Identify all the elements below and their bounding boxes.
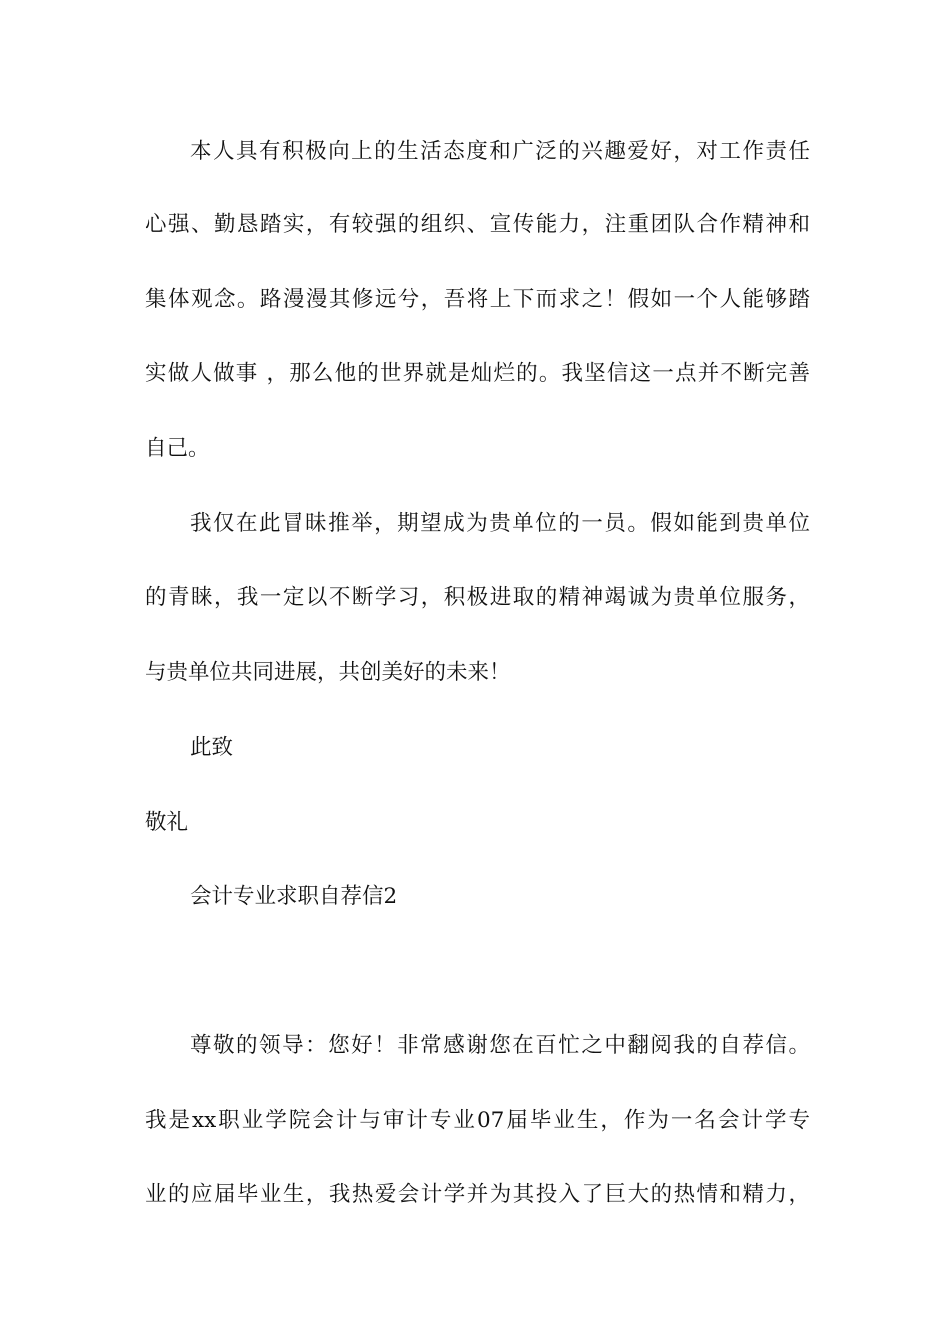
closing-text: 此致	[190, 735, 234, 760]
paragraph-1-line-2: 心强、勤恳踏实，有较强的组织、宣传能力，注重团队合作精神和	[145, 212, 810, 237]
paragraph-1-line-1: 本人具有积极向上的生活态度和广泛的兴趣爱好，对工作责任	[190, 139, 810, 164]
paragraph-1-line-4: 实做人做事 ，那么他的世界就是灿烂的。我坚信这一点并不断完善	[145, 361, 810, 386]
paragraph-3-line-1: 尊敬的领导：您好！非常感谢您在百忙之中翻阅我的自荐信。	[190, 1033, 810, 1058]
salutation-text: 敬礼	[145, 810, 189, 835]
paragraph-2-line-3: 与贵单位共同进展，共创美好的未来！	[145, 660, 511, 685]
paragraph-1-line-3: 集体观念。路漫漫其修远兮，吾将上下而求之！假如一个人能够踏	[145, 287, 810, 312]
paragraph-3-line-2: 我是xx职业学院会计与审计专业07届毕业生，作为一名会计学专	[145, 1108, 810, 1133]
paragraph-1-line-5: 自己。	[145, 436, 210, 461]
paragraph-2-line-1: 我仅在此冒昧推举，期望成为贵单位的一员。假如能到贵单位	[190, 511, 810, 536]
section-title: 会计专业求职自荐信2	[190, 884, 398, 909]
paragraph-2-line-2: 的青睐，我一定以不断学习，积极进取的精神竭诚为贵单位服务，	[145, 585, 810, 610]
paragraph-3-line-3: 业的应届毕业生，我热爱会计学并为其投入了巨大的热情和精力，	[145, 1182, 810, 1207]
